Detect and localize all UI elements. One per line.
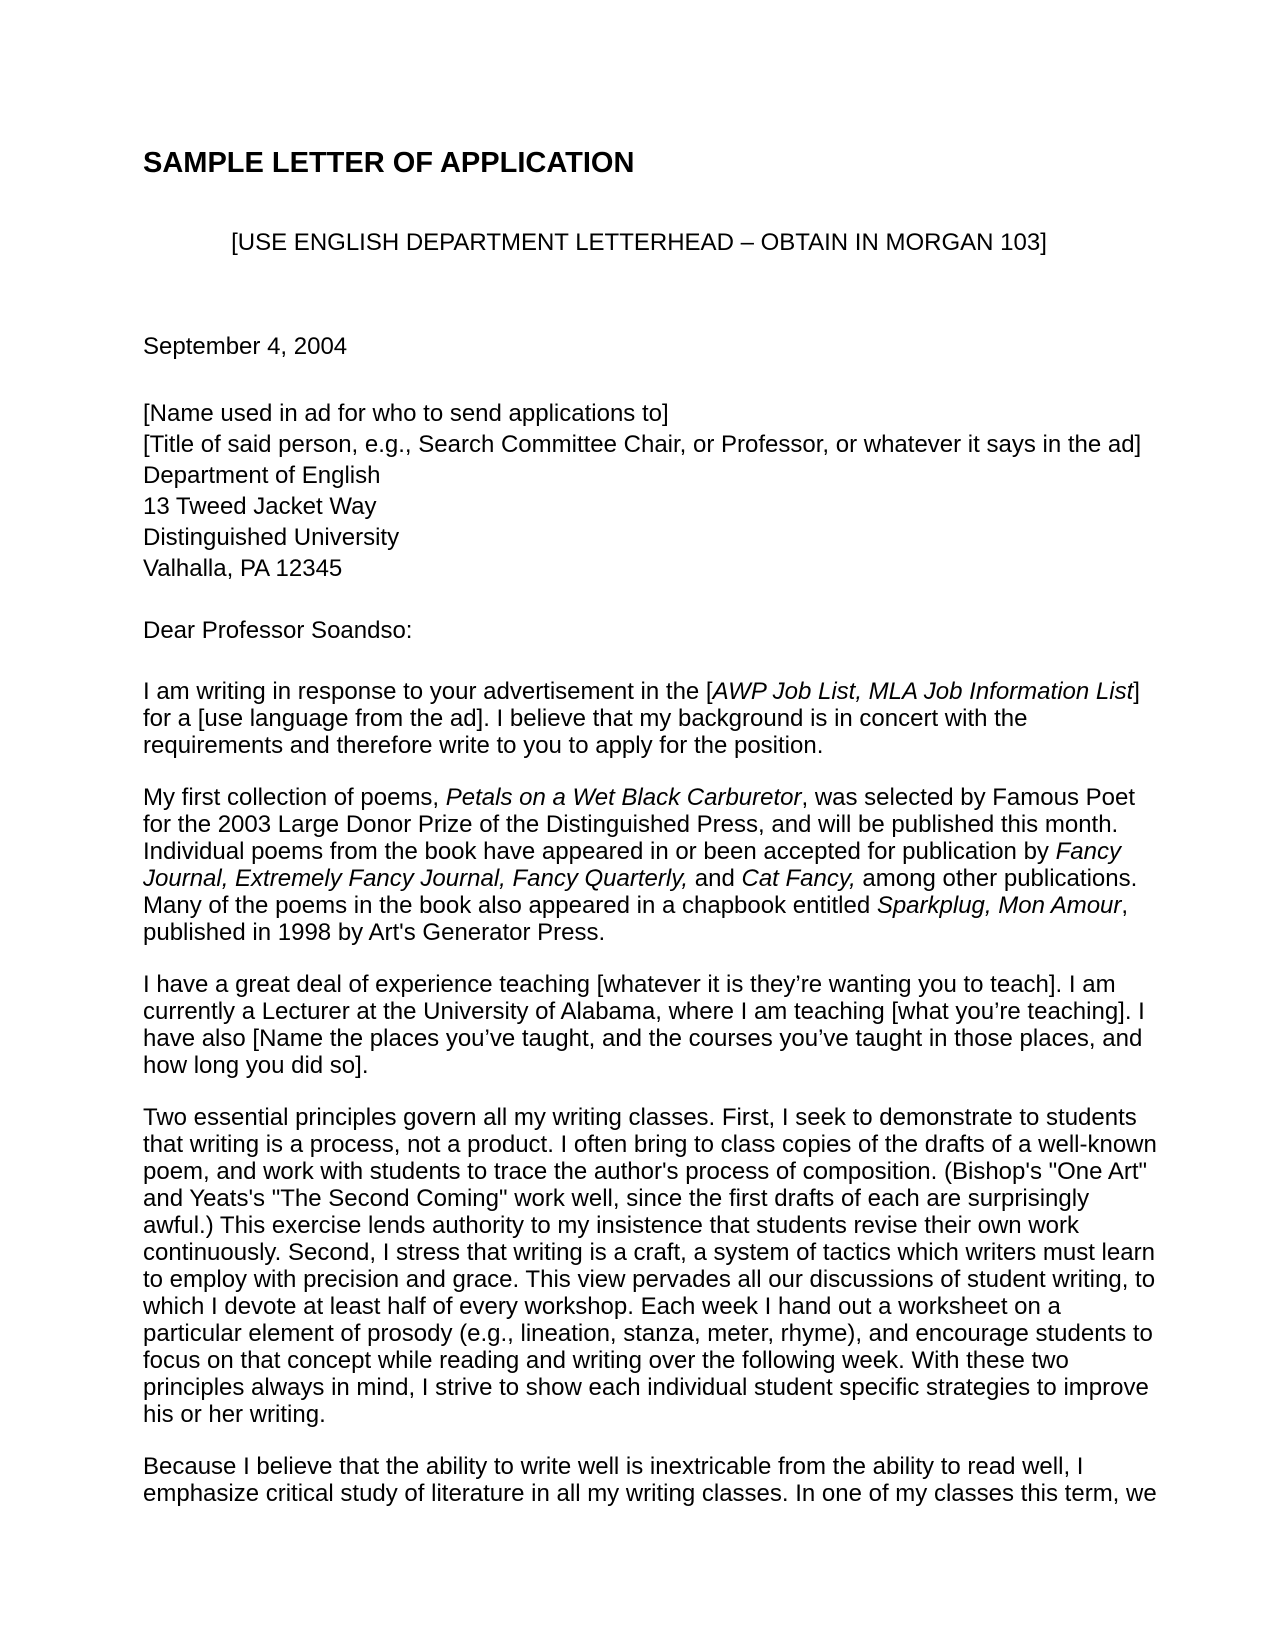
letter-line <box>143 678 1140 705</box>
text-segment: how long you did so]. <box>143 1052 369 1079</box>
text-segment: awful.) This exercise lends authority to my insistence that students revise their own work <box>143 1212 1079 1239</box>
text-segment: Two essential principles govern all my writing classes. First, I seek to demonstrate to students <box>143 1104 1137 1131</box>
letter-line <box>143 1266 1156 1293</box>
text-segment: , <box>1121 892 1129 919</box>
italic-text-segment: AWP Job List, MLA Job Information List <box>712 678 1134 705</box>
letter-line <box>143 811 1135 838</box>
text-segment: have also [Name the places you’ve taught, and the courses you’ve taught in those places, and <box>143 1025 1143 1052</box>
text-segment: that writing is a process, not a product. I often bring to class copies of the drafts of a well-known <box>143 1131 1157 1158</box>
recipient-line: Department of English <box>143 462 381 489</box>
letter-paragraph <box>143 971 1145 1079</box>
letter-line <box>143 838 1135 865</box>
letter-paragraph <box>143 1104 1157 1428</box>
letter-line <box>143 1104 1135 1131</box>
letter-line <box>143 1239 1155 1266</box>
letter-line <box>143 1320 1153 1347</box>
letter-paragraph <box>143 784 1138 946</box>
letter-line <box>143 1480 1157 1507</box>
text-segment: currently a Lecturer at the University of Alabama, where I am teaching [what you’re teaching]. I <box>143 998 1145 1025</box>
letter-line <box>143 1453 1135 1480</box>
italic-text-segment: Fancy <box>1055 838 1121 865</box>
text-segment: principles always in mind, I strive to show each individual student specific strategies to improve <box>143 1374 1149 1401</box>
letter-line <box>143 1347 1135 1374</box>
letter-line <box>143 1374 1149 1401</box>
letter-line <box>143 971 1135 998</box>
letter-line <box>143 1052 1135 1079</box>
letter-body <box>143 678 1157 1507</box>
recipient-line: Valhalla, PA 12345 <box>143 555 343 582</box>
letter-paragraph <box>143 1453 1157 1507</box>
letter-line <box>143 1131 1157 1158</box>
text-segment: among other publications. <box>855 865 1138 892</box>
text-segment: his or her writing. <box>143 1401 326 1428</box>
text-segment: and Yeats's "The Second Coming" work well, since the first drafts of each are surprisingly <box>143 1185 1090 1212</box>
letter-date: September 4, 2004 <box>143 333 348 360</box>
text-segment: My first collection of poems, <box>143 784 446 811</box>
text-segment: emphasize critical study of literature in all my writing classes. In one of my classes this term, we <box>143 1480 1157 1507</box>
recipient-line: Distinguished University <box>143 524 400 551</box>
text-segment: focus on that concept while reading and writing over the following week. With these two <box>143 1347 1069 1374</box>
text-segment: Because I believe that the ability to write well is inextricable from the ability to read well, I <box>143 1453 1084 1480</box>
text-segment: for a [use language from the ad]. I believe that my background is in concert with the <box>143 705 1028 732</box>
salutation: Dear Professor Soandso: <box>143 617 413 644</box>
document-title: SAMPLE LETTER OF APPLICATION <box>143 147 635 179</box>
letter-line <box>143 1158 1148 1185</box>
text-segment: , was selected by Famous Poet <box>801 784 1135 811</box>
letter-line <box>143 1185 1135 1212</box>
italic-text-segment: Sparkplug, Mon Amour <box>876 892 1122 919</box>
text-segment: which I devote at least half of every workshop. Each week I hand out a worksheet on a <box>143 1293 1061 1320</box>
text-segment: ] <box>1133 678 1140 705</box>
text-segment: for the 2003 Large Donor Prize of the Distinguished Press, and will be published this month. <box>143 811 1119 838</box>
text-segment: to employ with precision and grace. This view pervades all our discussions of student writing, to <box>143 1266 1156 1293</box>
letter-line <box>143 998 1145 1025</box>
text-segment: Many of the poems in the book also appeared in a chapbook entitled <box>143 892 877 919</box>
letter-line <box>143 892 1135 919</box>
text-segment: I am writing in response to your advertisement in the [ <box>143 678 713 705</box>
text-segment: poem, and work with students to trace the author's process of composition. (Bishop's "One Art" <box>143 1158 1148 1185</box>
text-segment: Individual poems from the book have appeared in or been accepted for publication by <box>143 838 1056 865</box>
letter-line <box>143 1293 1135 1320</box>
text-segment: and <box>688 865 742 892</box>
letter-line <box>143 919 1135 946</box>
letter-paragraph <box>143 678 1140 759</box>
letter-line <box>143 865 1138 892</box>
recipient-line: 13 Tweed Jacket Way <box>143 493 377 520</box>
text-segment: particular element of prosody (e.g., lineation, stanza, meter, rhyme), and encourage students to <box>143 1320 1153 1347</box>
letter-line <box>143 705 1135 732</box>
italic-text-segment: Petals on a Wet Black Carburetor <box>445 784 802 811</box>
text-segment: requirements and therefore write to you to apply for the position. <box>143 732 824 759</box>
letter-line <box>143 784 1135 811</box>
text-segment: I have a great deal of experience teaching [whatever it is they’re wanting you to teach]. I am <box>143 971 1116 998</box>
recipient-address-block <box>143 398 1142 584</box>
recipient-line: [Title of said person, e.g., Search Committee Chair, or Professor, or whatever it says in the ad] <box>143 431 1142 458</box>
italic-text-segment: Cat Fancy, <box>741 865 856 892</box>
text-segment: published in 1998 by Art's Generator Press. <box>143 919 606 946</box>
letterhead-instruction: [USE ENGLISH DEPARTMENT LETTERHEAD – OBTAIN IN MORGAN 103] <box>231 229 1047 256</box>
letter-line <box>143 1025 1143 1052</box>
italic-text-segment: Journal, Extremely Fancy Journal, Fancy Quarterly, <box>143 865 689 892</box>
text-segment: continuously. Second, I stress that writing is a craft, a system of tactics which writers must learn <box>143 1239 1155 1266</box>
letter-line <box>143 1401 1135 1428</box>
letter-line <box>143 1212 1135 1239</box>
recipient-line: [Name used in ad for who to send applications to] <box>143 400 669 427</box>
letter-line <box>143 732 1135 759</box>
